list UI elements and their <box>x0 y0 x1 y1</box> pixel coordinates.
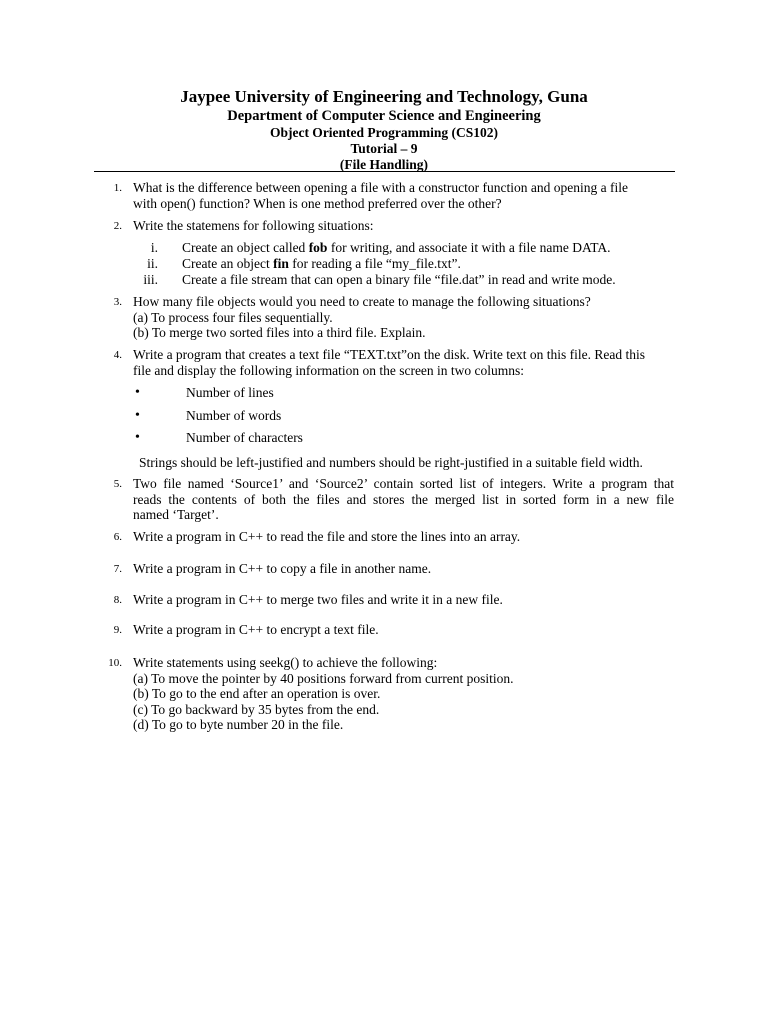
department-title: Department of Computer Science and Engineering <box>227 108 541 124</box>
question-line: Write a program in C++ to merge two files and write it in a new file. <box>133 592 503 607</box>
question-8 <box>94 592 674 608</box>
question-number: 2. <box>113 220 122 232</box>
question-line: Write a program in C++ to read the file and store the lines into an array. <box>133 529 521 544</box>
topic-title: (File Handling) <box>339 157 429 172</box>
question-10 <box>94 655 674 733</box>
question-note: Strings should be left-justified and numbers should be right-justified in a suitable field width. <box>139 454 643 470</box>
question-3 <box>94 294 674 341</box>
question-line: How many file objects would you need to create to manage the following situations? <box>133 294 591 309</box>
sub-item-bold: fob <box>308 239 328 255</box>
question-2 <box>94 218 674 288</box>
question-5 <box>94 476 674 523</box>
question-line: (b) To merge two sorted files into a third file. Explain. <box>133 325 426 340</box>
sub-item-text: Create an object called <box>182 239 309 255</box>
question-number: 7. <box>113 563 122 575</box>
question-line: Write a program in C++ to copy a file in another name. <box>133 561 432 576</box>
question-1 <box>94 180 674 211</box>
question-number: 5. <box>113 478 122 490</box>
question-line: (b) To go to the end after an operation is over. <box>133 686 381 701</box>
bullet-icon: • <box>135 407 140 423</box>
question-line: (a) To move the pointer by 40 positions forward from current position. <box>133 670 514 686</box>
question-line: (d) To go to byte number 20 in the file. <box>133 717 344 732</box>
question-4 <box>94 347 674 470</box>
course-title: Object Oriented Programming (CS102) <box>269 125 499 140</box>
university-title: Jaypee University of Engineering and Technology, Guna <box>180 87 588 106</box>
bullet-item <box>133 430 674 453</box>
sub-item-number: i. <box>150 239 158 255</box>
sub-item-iii <box>133 272 674 288</box>
question-line: Write a program that creates a text file “TEXT.txt”on the disk. Write text on this file. Read this <box>133 347 645 362</box>
question-line: with open() function? When is one method preferred over the other? <box>133 195 502 211</box>
question-line: Write the statemens for following situations: <box>133 218 374 233</box>
bullet-text: Number of words <box>186 407 282 423</box>
document-header <box>94 86 674 173</box>
question-9 <box>94 622 674 638</box>
question-number: 3. <box>113 296 122 308</box>
sub-item-text: Create an object <box>182 255 274 271</box>
question-line: Write statements using seekg() to achieve the following: <box>133 655 438 670</box>
sub-item-text: for reading a file “my_file.txt”. <box>288 255 461 271</box>
question-6 <box>94 529 674 545</box>
question-number: 6. <box>113 531 122 543</box>
question-line: (a) To process four files sequentially. <box>133 309 333 325</box>
bullet-icon: • <box>135 430 140 445</box>
sub-item-i <box>133 240 674 256</box>
question-line: file and display the following information on the screen in two columns: <box>133 362 525 378</box>
question-line: What is the difference between opening a file with a constructor function and opening a file <box>133 180 628 195</box>
question-number: 9. <box>113 624 122 636</box>
question-line: Two file named ‘Source1’ and ‘Source2’ contain sorted list of integers. Write a program that <box>133 476 674 491</box>
question-line: (c) To go backward by 35 bytes from the end. <box>133 701 380 717</box>
question-line: reads the contents of both the files and stores the merged list in sorted form in a new file <box>133 491 674 507</box>
sub-item-ii <box>133 256 674 272</box>
question-number: 1. <box>113 182 122 194</box>
sub-item-text: Create a file stream that can open a binary file “file.dat” in read and write mode. <box>182 271 616 287</box>
question-number: 10. <box>108 657 122 669</box>
bullet-item <box>133 408 674 431</box>
question-number: 8. <box>113 594 122 606</box>
question-line: Write a program in C++ to encrypt a text file. <box>133 622 379 637</box>
sub-item-number: ii. <box>147 255 158 271</box>
question-7 <box>94 561 674 577</box>
sub-item-number: iii. <box>143 271 158 287</box>
tutorial-title: Tutorial – 9 <box>350 141 418 156</box>
header-divider <box>94 171 675 172</box>
question-number: 4. <box>113 349 122 361</box>
bullet-text: Number of lines <box>186 385 274 400</box>
sub-item-text: for writing, and associate it with a file name DATA. <box>327 239 611 255</box>
bullet-icon: • <box>135 385 140 400</box>
bullet-item <box>133 385 674 408</box>
sub-item-bold: fin <box>273 255 289 271</box>
bullet-text: Number of characters <box>186 430 303 445</box>
question-line: named ‘Target’. <box>133 507 219 522</box>
